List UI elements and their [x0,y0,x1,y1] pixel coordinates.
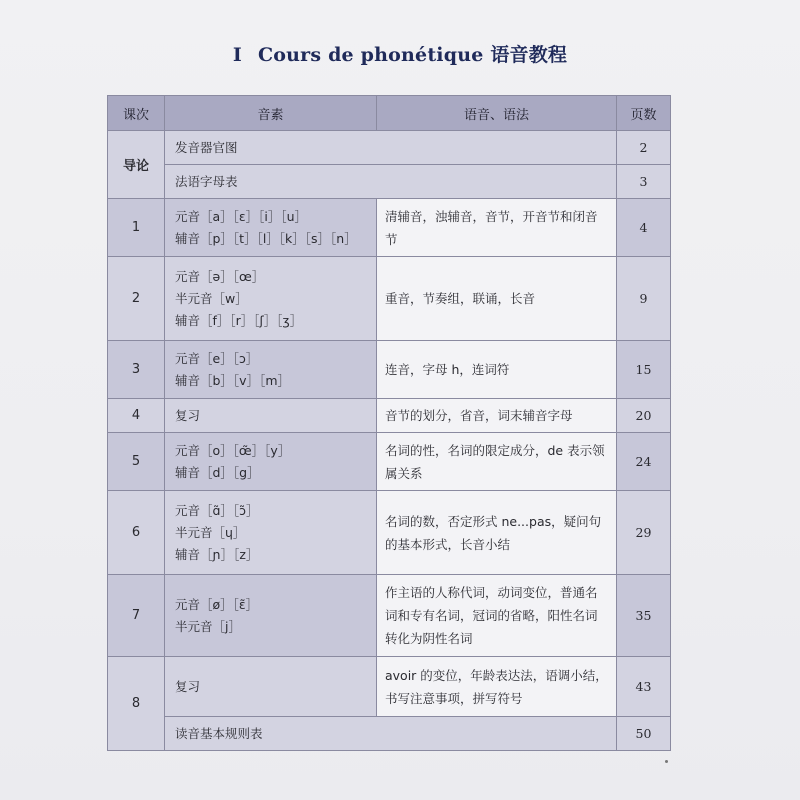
lesson-phonemes [165,341,377,399]
intro-item: 发音器官图 [165,131,617,165]
table-row [108,257,671,341]
lesson-number: 1 [108,199,165,257]
lesson-phonemes [165,491,377,575]
lesson-page: 4 [617,199,671,257]
table-row [108,399,671,433]
lesson-grammar: 清辅音，浊辅音，音节，开音节和闭音节 [377,199,617,257]
table-row [108,717,671,751]
lesson-page: 20 [617,399,671,433]
phoneme-line: 元音［ø］［ɛ̃］ [175,596,259,612]
lesson-phonemes: 读音基本规则表 [165,717,617,751]
table-row [108,433,671,491]
phoneme-line: 复习 [175,407,201,423]
lesson-grammar: 名词的数，否定形式 ne...pas，疑问句的基本形式，长音小结 [377,491,617,575]
page-mark [665,760,668,763]
phoneme-line: 元音［o］［œ̃］［y］ [175,442,291,458]
phoneme-line: 辅音［f］［r］［ʃ］［ʒ］ [175,312,303,328]
phoneme-line: 辅音［p］［t］［l］［k］［s］［n］ [175,230,357,246]
table-row [108,131,671,165]
table-row [108,575,671,657]
phoneme-line: 半元音［ɥ］ [175,524,246,540]
lesson-phonemes [165,575,377,657]
phoneme-line: 元音［ɑ̃］［ɔ̃］ [175,502,259,518]
lesson-grammar: 重音，节奏组，联诵，长音 [377,257,617,341]
phoneme-line: 元音［ə］［œ］ [175,268,265,284]
lesson-page: 50 [617,717,671,751]
intro-label: 导论 [108,131,165,199]
lesson-grammar: 名词的性，名词的限定成分，de 表示领属关系 [377,433,617,491]
lesson-phonemes [165,399,377,433]
lesson-phonemes [165,257,377,341]
lesson-page: 9 [617,257,671,341]
table-row [108,199,671,257]
lesson-phonemes [165,199,377,257]
lesson-number: 7 [108,575,165,657]
intro-page: 2 [617,131,671,165]
phoneme-line: 半元音［j］ [175,618,241,634]
table-row [108,165,671,199]
lesson-number: 2 [108,257,165,341]
lesson-grammar: 音节的划分，省音，词末辅音字母 [377,399,617,433]
lesson-page: 24 [617,433,671,491]
title-numeral: I [232,44,242,66]
intro-page: 3 [617,165,671,199]
header-grammar: 语音、语法 [377,96,617,131]
lesson-number: 5 [108,433,165,491]
intro-item: 法语字母表 [165,165,617,199]
phoneme-line: 半元音［w］ [175,290,248,306]
phoneme-line: 元音［e］［ɔ］ [175,350,259,366]
phoneme-line: 辅音［d］［g］ [175,464,260,480]
page-title [0,40,800,67]
phoneme-line: 元音［a］［ɛ］［i］［u］ [175,208,308,224]
lesson-number: 3 [108,341,165,399]
contents-table [107,95,671,751]
phoneme-line: 辅音［b］［v］［m］ [175,372,291,388]
table-row [108,491,671,575]
lesson-number: 4 [108,399,165,433]
title-text: Cours de phonétique 语音教程 [257,44,568,66]
lesson-page: 43 [617,657,671,717]
lesson-page: 29 [617,491,671,575]
lesson-page: 15 [617,341,671,399]
lesson-number: 6 [108,491,165,575]
header-phonemes: 音素 [165,96,377,131]
lesson-phonemes: 复习 [165,657,377,717]
lesson-page: 35 [617,575,671,657]
table-row [108,657,671,717]
header-lesson: 课次 [108,96,165,131]
table-row [108,341,671,399]
lesson-grammar: 作主语的人称代词，动词变位，普通名词和专有名词，冠词的省略，阳性名词转化为阴性名词 [377,575,617,657]
table-header-row [108,96,671,131]
lesson-grammar: avoir 的变位，年龄表达法，语调小结，书写注意事项，拼写符号 [377,657,617,717]
lesson-grammar: 连音，字母 h，连词符 [377,341,617,399]
lesson-number: 8 [108,657,165,751]
header-page: 页数 [617,96,671,131]
phoneme-line: 辅音［ɲ］［z］ [175,546,259,562]
lesson-phonemes [165,433,377,491]
